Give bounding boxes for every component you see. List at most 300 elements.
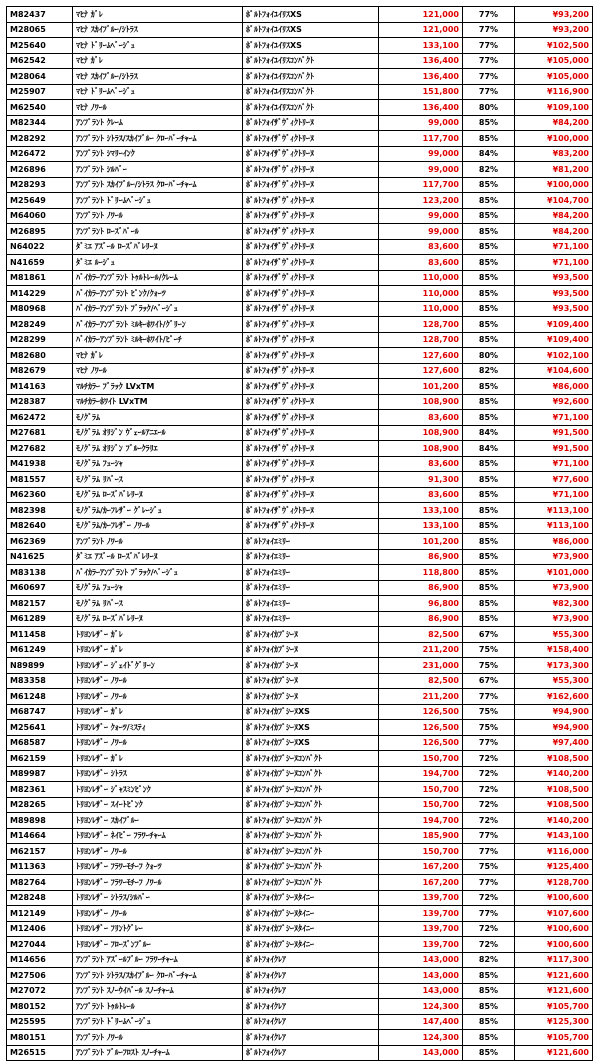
buy-price-cell: ¥108,500 <box>515 751 593 767</box>
product-code-cell: M82344 <box>7 115 73 131</box>
retail-price-cell: 118,800 <box>379 565 463 581</box>
color-name-cell: ﾄﾘﾖﾝﾚｻﾞｰ ﾉﾜｰﾙ <box>73 735 243 751</box>
buy-rate-cell: 85% <box>463 999 515 1015</box>
buy-rate-cell: 85% <box>463 270 515 286</box>
color-name-cell: ﾏﾋﾅ ﾄﾞﾘｰﾑﾍﾞｰｼﾞｭ <box>73 38 243 54</box>
buy-rate-cell: 85% <box>463 332 515 348</box>
buy-rate-cell: 72% <box>463 937 515 953</box>
product-code-cell: M25649 <box>7 193 73 209</box>
table-row <box>7 332 593 348</box>
model-name-cell: ﾎﾟﾙﾄﾌｫｲｸﾚｱ <box>243 952 379 968</box>
color-name-cell: ﾊﾞｲｶﾗｰｱﾝﾌﾟﾗﾝﾄ ﾐﾙｷｰﾎﾜｲﾄ/ﾋﾟｰﾁ <box>73 332 243 348</box>
table-row <box>7 797 593 813</box>
table-row <box>7 7 593 23</box>
buy-price-cell: ¥86,000 <box>515 534 593 550</box>
buy-price-cell: ¥93,500 <box>515 301 593 317</box>
buy-rate-cell: 77% <box>463 22 515 38</box>
table-row <box>7 286 593 302</box>
color-name-cell: ﾀﾞﾐｴ ｱｽﾞｰﾙ ﾛｰｽﾞﾊﾞﾚﾘｰﾇ <box>73 239 243 255</box>
retail-price-cell: 185,900 <box>379 828 463 844</box>
color-name-cell: ﾏﾋﾅ ﾄﾞﾘｰﾑﾍﾞｰｼﾞｭ <box>73 84 243 100</box>
buy-price-cell: ¥116,900 <box>515 84 593 100</box>
product-code-cell: M61249 <box>7 642 73 658</box>
table-row <box>7 968 593 984</box>
product-code-cell: M62472 <box>7 410 73 426</box>
product-code-cell: M80151 <box>7 1030 73 1046</box>
retail-price-cell: 126,500 <box>379 704 463 720</box>
buy-price-cell: ¥113,100 <box>515 518 593 534</box>
product-code-cell: M83138 <box>7 565 73 581</box>
color-name-cell: ｱﾝﾌﾟﾗﾝﾄ ｼﾏﾘｰｲﾝｸ <box>73 146 243 162</box>
product-code-cell: M14229 <box>7 286 73 302</box>
table-row <box>7 224 593 240</box>
model-name-cell: ﾎﾟﾙﾄﾌｫｲｻﾞｳﾞｨｸﾄﾘｰﾇ <box>243 286 379 302</box>
buy-rate-cell: 85% <box>463 317 515 333</box>
retail-price-cell: 211,200 <box>379 689 463 705</box>
model-name-cell: ﾎﾟﾙﾄﾌｫｲｶﾌﾟｼｰﾇ <box>243 658 379 674</box>
product-code-cell: M25907 <box>7 84 73 100</box>
buy-price-cell: ¥104,700 <box>515 193 593 209</box>
color-name-cell: ｱﾝﾌﾟﾗﾝﾄ ｼﾄﾗｽ/ｽｶｲﾌﾞﾙｰ ｸﾛｰﾊﾞｰﾁｬｰﾑ <box>73 131 243 147</box>
buy-price-cell: ¥71,100 <box>515 410 593 426</box>
buy-price-cell: ¥143,100 <box>515 828 593 844</box>
table-row <box>7 627 593 643</box>
color-name-cell: ｱﾝﾌﾟﾗﾝﾄ ﾛｰｽﾞﾊﾟｰﾙ <box>73 224 243 240</box>
product-code-cell: M82679 <box>7 363 73 379</box>
color-name-cell: ﾊﾞｲｶﾗｰｱﾝﾌﾟﾗﾝﾄ ﾐﾙｷｰﾎﾜｲﾄ/ｸﾞﾘｰﾝ <box>73 317 243 333</box>
color-name-cell: ﾊﾞｲｶﾗｰｱﾝﾌﾟﾗﾝﾄ ﾋﾟﾝｸ/ｸｫｰﾂ <box>73 286 243 302</box>
model-name-cell: ﾎﾟﾙﾄﾌｫｲｻﾞｳﾞｨｸﾄﾘｰﾇ <box>243 162 379 178</box>
table-row <box>7 69 593 85</box>
model-name-cell: ﾎﾟﾙﾄﾌｫｲｸﾚｱ <box>243 999 379 1015</box>
retail-price-cell: 139,700 <box>379 921 463 937</box>
model-name-cell: ﾎﾟﾙﾄﾌｫｲｶﾌﾟｼｰﾇｺﾝﾊﾟｸﾄ <box>243 782 379 798</box>
model-name-cell: ﾎﾟﾙﾄﾌｫｲｴﾐﾘｰ <box>243 534 379 550</box>
color-name-cell: ﾄﾘﾖﾝﾚｻﾞｰ ｼﾄﾗｽ <box>73 766 243 782</box>
retail-price-cell: 143,000 <box>379 952 463 968</box>
retail-price-cell: 83,600 <box>379 239 463 255</box>
retail-price-cell: 150,700 <box>379 782 463 798</box>
buy-rate-cell: 82% <box>463 162 515 178</box>
color-name-cell: ﾄﾘﾖﾝﾚｻﾞｰ ﾌﾛｰｽﾞﾝﾌﾞﾙｰ <box>73 937 243 953</box>
buy-price-cell: ¥116,000 <box>515 844 593 860</box>
buy-price-cell: ¥105,000 <box>515 69 593 85</box>
buy-price-cell: ¥121,600 <box>515 983 593 999</box>
color-name-cell: ｱﾝﾌﾟﾗﾝﾄ ｽｶｲﾌﾞﾙｰ/ｼﾄﾗｽ ｸﾛｰﾊﾞｰﾁｬｰﾑ <box>73 177 243 193</box>
product-code-cell: M82361 <box>7 782 73 798</box>
color-name-cell: ﾏﾙﾁｶﾗｰ ﾌﾞﾗｯｸ LVxTM <box>73 379 243 395</box>
buy-price-cell: ¥107,600 <box>515 906 593 922</box>
buy-rate-cell: 84% <box>463 441 515 457</box>
buy-price-cell: ¥108,500 <box>515 782 593 798</box>
model-name-cell: ﾎﾟﾙﾄﾌｫｲｶﾌﾟｼｰﾇｺﾝﾊﾟｸﾄ <box>243 766 379 782</box>
buy-price-cell: ¥105,000 <box>515 53 593 69</box>
buy-rate-cell: 85% <box>463 255 515 271</box>
buy-rate-cell: 77% <box>463 69 515 85</box>
buy-price-cell: ¥71,100 <box>515 239 593 255</box>
table-row <box>7 100 593 116</box>
table-row <box>7 317 593 333</box>
model-name-cell: ﾎﾟﾙﾄﾌｫｲﾕｲﾘｽｺﾝﾊﾟｸﾄ <box>243 100 379 116</box>
retail-price-cell: 99,000 <box>379 208 463 224</box>
color-name-cell: ｱﾝﾌﾟﾗﾝﾄ ｽﾉｰｳｲﾊﾞｰﾙ ｽﾉｰﾁｬｰﾑ <box>73 983 243 999</box>
color-name-cell: ｱﾝﾌﾟﾗﾝﾄ ｼﾙﾊﾞｰ <box>73 162 243 178</box>
buy-price-cell: ¥125,300 <box>515 1014 593 1030</box>
product-code-cell: M62159 <box>7 751 73 767</box>
buy-rate-cell: 67% <box>463 627 515 643</box>
color-name-cell: ﾄﾘﾖﾝﾚｻﾞｰ ﾌﾗﾜｰﾓﾁｰﾌ ﾉﾜｰﾙ <box>73 875 243 891</box>
retail-price-cell: 99,000 <box>379 115 463 131</box>
retail-price-cell: 91,300 <box>379 472 463 488</box>
buy-rate-cell: 72% <box>463 797 515 813</box>
product-code-cell: M28292 <box>7 131 73 147</box>
model-name-cell: ﾎﾟﾙﾄﾌｫｲｻﾞｳﾞｨｸﾄﾘｰﾇ <box>243 379 379 395</box>
model-name-cell: ﾎﾟﾙﾄﾌｫｲｶﾌﾟｼｰﾇｺﾝﾊﾟｸﾄ <box>243 828 379 844</box>
color-name-cell: ﾄﾘﾖﾝﾚｻﾞｰ ｽｲｰﾄﾋﾟﾝｸ <box>73 797 243 813</box>
retail-price-cell: 117,700 <box>379 177 463 193</box>
buy-price-cell: ¥93,200 <box>515 22 593 38</box>
table-row <box>7 208 593 224</box>
buy-price-cell: ¥91,500 <box>515 425 593 441</box>
table-row <box>7 518 593 534</box>
table-row <box>7 859 593 875</box>
price-table-body <box>7 7 593 1061</box>
model-name-cell: ﾎﾟﾙﾄﾌｫｲｶﾌﾟｼｰﾇXS <box>243 704 379 720</box>
buy-price-cell: ¥140,200 <box>515 766 593 782</box>
model-name-cell: ﾎﾟﾙﾄﾌｫｲｻﾞｳﾞｨｸﾄﾘｰﾇ <box>243 131 379 147</box>
table-row <box>7 751 593 767</box>
product-code-cell: M14664 <box>7 828 73 844</box>
buy-price-cell: ¥83,200 <box>515 146 593 162</box>
product-code-cell: M89898 <box>7 813 73 829</box>
buy-rate-cell: 75% <box>463 859 515 875</box>
buy-price-cell: ¥55,300 <box>515 627 593 643</box>
product-code-cell: M25641 <box>7 720 73 736</box>
retail-price-cell: 133,100 <box>379 503 463 519</box>
model-name-cell: ﾎﾟﾙﾄﾌｫｲｻﾞｳﾞｨｸﾄﾘｰﾇ <box>243 270 379 286</box>
retail-price-cell: 110,000 <box>379 301 463 317</box>
product-code-cell: M62369 <box>7 534 73 550</box>
retail-price-cell: 121,000 <box>379 7 463 23</box>
model-name-cell: ﾎﾟﾙﾄﾌｫｲｶﾌﾟｼｰﾇｺﾝﾊﾟｸﾄ <box>243 875 379 891</box>
buy-rate-cell: 77% <box>463 7 515 23</box>
buy-price-cell: ¥92,600 <box>515 394 593 410</box>
product-code-cell: M82398 <box>7 503 73 519</box>
color-name-cell: ﾊﾞｲｶﾗｰｱﾝﾌﾟﾗﾝﾄ ﾌﾞﾗｯｸ/ﾍﾞｰｼﾞｭ <box>73 565 243 581</box>
table-row <box>7 534 593 550</box>
color-name-cell: ﾄﾘﾖﾝﾚｻﾞｰ ﾈｲﾋﾞｰ ﾌﾗﾜｰﾁｬｰﾑ <box>73 828 243 844</box>
buy-rate-cell: 85% <box>463 503 515 519</box>
buy-price-cell: ¥73,900 <box>515 580 593 596</box>
color-name-cell: ﾄﾘﾖﾝﾚｻﾞｰ ﾌﾗﾜｰﾓﾁｰﾌ ｸｫｰﾂ <box>73 859 243 875</box>
buy-price-cell: ¥128,700 <box>515 875 593 891</box>
retail-price-cell: 194,700 <box>379 813 463 829</box>
model-name-cell: ﾎﾟﾙﾄﾌｫｲｻﾞｳﾞｨｸﾄﾘｰﾇ <box>243 177 379 193</box>
product-code-cell: M61289 <box>7 611 73 627</box>
retail-price-cell: 86,900 <box>379 611 463 627</box>
table-row <box>7 255 593 271</box>
model-name-cell: ﾎﾟﾙﾄﾌｫｲｶﾌﾟｼｰﾇ <box>243 627 379 643</box>
table-row <box>7 720 593 736</box>
product-code-cell: M26896 <box>7 162 73 178</box>
product-code-cell: M82640 <box>7 518 73 534</box>
table-row <box>7 704 593 720</box>
model-name-cell: ﾎﾟﾙﾄﾌｫｲﾕｲﾘｽｺﾝﾊﾟｸﾄ <box>243 53 379 69</box>
retail-price-cell: 136,400 <box>379 100 463 116</box>
table-row <box>7 844 593 860</box>
retail-price-cell: 123,200 <box>379 193 463 209</box>
buy-price-cell: ¥71,100 <box>515 456 593 472</box>
buy-price-cell: ¥162,600 <box>515 689 593 705</box>
buy-price-cell: ¥102,500 <box>515 38 593 54</box>
color-name-cell: ﾓﾉｸﾞﾗﾑ ﾌｭｰｼｬ <box>73 456 243 472</box>
model-name-cell: ﾎﾟﾙﾄﾌｫｲﾕｲﾘｽｺﾝﾊﾟｸﾄ <box>243 69 379 85</box>
table-row <box>7 875 593 891</box>
buy-rate-cell: 75% <box>463 720 515 736</box>
retail-price-cell: 86,900 <box>379 549 463 565</box>
price-table <box>6 6 593 1061</box>
buy-rate-cell: 84% <box>463 146 515 162</box>
table-row <box>7 363 593 379</box>
product-code-cell: N41659 <box>7 255 73 271</box>
color-name-cell: ﾏﾙﾁｶﾗｰﾎﾜｲﾄ LVxTM <box>73 394 243 410</box>
table-row <box>7 952 593 968</box>
buy-price-cell: ¥158,400 <box>515 642 593 658</box>
retail-price-cell: 110,000 <box>379 270 463 286</box>
buy-rate-cell: 85% <box>463 394 515 410</box>
buy-price-cell: ¥108,500 <box>515 797 593 813</box>
table-row <box>7 456 593 472</box>
color-name-cell: ﾓﾉｸﾞﾗﾑ ﾛｰｽﾞﾊﾞﾚﾘｰﾇ <box>73 487 243 503</box>
model-name-cell: ﾎﾟﾙﾄﾌｫｲｻﾞｳﾞｨｸﾄﾘｰﾇ <box>243 425 379 441</box>
buy-rate-cell: 85% <box>463 456 515 472</box>
table-row <box>7 425 593 441</box>
retail-price-cell: 231,000 <box>379 658 463 674</box>
table-row <box>7 999 593 1015</box>
buy-rate-cell: 85% <box>463 565 515 581</box>
buy-rate-cell: 85% <box>463 379 515 395</box>
buy-rate-cell: 77% <box>463 735 515 751</box>
buy-rate-cell: 85% <box>463 131 515 147</box>
buy-rate-cell: 80% <box>463 348 515 364</box>
model-name-cell: ﾎﾟﾙﾄﾌｫｲｻﾞｳﾞｨｸﾄﾘｰﾇ <box>243 239 379 255</box>
model-name-cell: ﾎﾟﾙﾄﾌｫｲｻﾞｳﾞｨｸﾄﾘｰﾇ <box>243 301 379 317</box>
buy-rate-cell: 75% <box>463 642 515 658</box>
buy-price-cell: ¥81,200 <box>515 162 593 178</box>
color-name-cell: ﾀﾞﾐｴ ｱｽﾞｰﾙ ﾛｰｽﾞﾊﾞﾚﾘｰﾇ <box>73 549 243 565</box>
model-name-cell: ﾎﾟﾙﾄﾌｫｲｶﾌﾟｼｰﾇｺﾝﾊﾟｸﾄ <box>243 844 379 860</box>
model-name-cell: ﾎﾟﾙﾄﾌｫｲｻﾞｳﾞｨｸﾄﾘｰﾇ <box>243 518 379 534</box>
product-code-cell: N89899 <box>7 658 73 674</box>
table-row <box>7 38 593 54</box>
buy-rate-cell: 77% <box>463 53 515 69</box>
color-name-cell: ﾊﾞｲｶﾗｰｱﾝﾌﾟﾗﾝﾄ ﾌﾞﾗｯｸ/ﾍﾞｰｼﾞｭ <box>73 301 243 317</box>
buy-rate-cell: 85% <box>463 1030 515 1046</box>
color-name-cell: ﾏﾋﾅ ﾉﾜｰﾙ <box>73 100 243 116</box>
buy-price-cell: ¥109,400 <box>515 332 593 348</box>
retail-price-cell: 211,200 <box>379 642 463 658</box>
product-code-cell: M28248 <box>7 890 73 906</box>
buy-price-cell: ¥100,000 <box>515 131 593 147</box>
retail-price-cell: 133,100 <box>379 38 463 54</box>
color-name-cell: ﾓﾉｸﾞﾗﾑ/ｶｰﾌﾚｻﾞｰ ｸﾞﾚｰｼﾞｭ <box>73 503 243 519</box>
model-name-cell: ﾎﾟﾙﾄﾌｫｲｻﾞｳﾞｨｸﾄﾘｰﾇ <box>243 193 379 209</box>
retail-price-cell: 139,700 <box>379 937 463 953</box>
product-code-cell: M80152 <box>7 999 73 1015</box>
color-name-cell: ﾄﾘﾖﾝﾚｻﾞｰ ｼﾞｬｽﾐﾝﾋﾟﾝｸ <box>73 782 243 798</box>
color-name-cell: ﾓﾉｸﾞﾗﾑ <box>73 410 243 426</box>
retail-price-cell: 167,200 <box>379 859 463 875</box>
table-row <box>7 890 593 906</box>
buy-rate-cell: 85% <box>463 224 515 240</box>
buy-price-cell: ¥101,000 <box>515 565 593 581</box>
table-row <box>7 983 593 999</box>
model-name-cell: ﾎﾟﾙﾄﾌｫｲｸﾚｱ <box>243 968 379 984</box>
buy-rate-cell: 77% <box>463 689 515 705</box>
buy-price-cell: ¥105,700 <box>515 1030 593 1046</box>
model-name-cell: ﾎﾟﾙﾄﾌｫｲﾕｲﾘｽXS <box>243 7 379 23</box>
buy-rate-cell: 85% <box>463 410 515 426</box>
retail-price-cell: 108,900 <box>379 441 463 457</box>
product-code-cell: M89987 <box>7 766 73 782</box>
buy-price-cell: ¥71,100 <box>515 255 593 271</box>
color-name-cell: ﾏﾋﾅ ｽｶｲﾌﾞﾙｰ/ｼﾄﾗｽ <box>73 69 243 85</box>
product-code-cell: M12406 <box>7 921 73 937</box>
retail-price-cell: 96,800 <box>379 596 463 612</box>
buy-price-cell: ¥84,200 <box>515 115 593 131</box>
buy-price-cell: ¥93,500 <box>515 286 593 302</box>
model-name-cell: ﾎﾟﾙﾄﾌｫｲｸﾚｱ <box>243 983 379 999</box>
table-row <box>7 22 593 38</box>
product-code-cell: M26472 <box>7 146 73 162</box>
buy-rate-cell: 85% <box>463 580 515 596</box>
buy-price-cell: ¥100,600 <box>515 921 593 937</box>
color-name-cell: ｱﾝﾌﾟﾗﾝﾄ ﾉﾜｰﾙ <box>73 208 243 224</box>
table-row <box>7 611 593 627</box>
retail-price-cell: 128,700 <box>379 332 463 348</box>
buy-price-cell: ¥86,000 <box>515 379 593 395</box>
retail-price-cell: 82,500 <box>379 673 463 689</box>
buy-rate-cell: 77% <box>463 906 515 922</box>
buy-rate-cell: 85% <box>463 472 515 488</box>
retail-price-cell: 117,700 <box>379 131 463 147</box>
product-code-cell: M28064 <box>7 69 73 85</box>
retail-price-cell: 108,900 <box>379 425 463 441</box>
retail-price-cell: 83,600 <box>379 456 463 472</box>
table-row <box>7 379 593 395</box>
color-name-cell: ｱﾝﾌﾟﾗﾝﾄ ﾉﾜｰﾙ <box>73 534 243 550</box>
buy-rate-cell: 75% <box>463 658 515 674</box>
buy-price-cell: ¥173,300 <box>515 658 593 674</box>
retail-price-cell: 83,600 <box>379 255 463 271</box>
buy-rate-cell: 77% <box>463 875 515 891</box>
model-name-cell: ﾎﾟﾙﾄﾌｫｲｶﾌﾟｼｰﾇ <box>243 689 379 705</box>
retail-price-cell: 99,000 <box>379 146 463 162</box>
table-row <box>7 565 593 581</box>
product-code-cell: M82157 <box>7 596 73 612</box>
buy-rate-cell: 85% <box>463 596 515 612</box>
color-name-cell: ﾄﾘﾖﾝﾚｻﾞｰ ｶﾞﾚ <box>73 642 243 658</box>
buy-rate-cell: 85% <box>463 983 515 999</box>
product-code-cell: M27044 <box>7 937 73 953</box>
product-code-cell: M62542 <box>7 53 73 69</box>
color-name-cell: ﾄﾘﾖﾝﾚｻﾞｰ ｼﾞｪｲﾄﾞｸﾞﾘｰﾝ <box>73 658 243 674</box>
product-code-cell: M82437 <box>7 7 73 23</box>
product-code-cell: M11458 <box>7 627 73 643</box>
buy-price-cell: ¥94,900 <box>515 720 593 736</box>
model-name-cell: ﾎﾟﾙﾄﾌｫｲｻﾞｳﾞｨｸﾄﾘｰﾇ <box>243 332 379 348</box>
product-code-cell: N41625 <box>7 549 73 565</box>
model-name-cell: ﾎﾟﾙﾄﾌｫｲｶﾌﾟｼｰﾇXS <box>243 720 379 736</box>
retail-price-cell: 143,000 <box>379 968 463 984</box>
product-code-cell: M62157 <box>7 844 73 860</box>
retail-price-cell: 167,200 <box>379 875 463 891</box>
color-name-cell: ﾓﾉｸﾞﾗﾑ/ｶｰﾌﾚｻﾞｰ ﾉﾜｰﾙ <box>73 518 243 534</box>
retail-price-cell: 139,700 <box>379 906 463 922</box>
model-name-cell: ﾎﾟﾙﾄﾌｫｲｶﾌﾟｼｰﾇﾀｲﾆｰ <box>243 937 379 953</box>
table-row <box>7 301 593 317</box>
buy-price-cell: ¥109,100 <box>515 100 593 116</box>
retail-price-cell: 136,400 <box>379 69 463 85</box>
table-row <box>7 487 593 503</box>
color-name-cell: ﾄﾘﾖﾝﾚｻﾞｰ ｸｫｰﾂ/ﾐｽﾃｨ <box>73 720 243 736</box>
table-row <box>7 84 593 100</box>
product-code-cell: M28265 <box>7 797 73 813</box>
retail-price-cell: 124,300 <box>379 999 463 1015</box>
retail-price-cell: 151,800 <box>379 84 463 100</box>
color-name-cell: ﾊﾞｲｶﾗｰｱﾝﾌﾟﾗﾝﾄ ﾄｩﾙﾄﾚｰﾙ/ｸﾚｰﾑ <box>73 270 243 286</box>
buy-price-cell: ¥105,700 <box>515 999 593 1015</box>
model-name-cell: ﾎﾟﾙﾄﾌｫｲｶﾌﾟｼｰﾇｺﾝﾊﾟｸﾄ <box>243 859 379 875</box>
product-code-cell: M27072 <box>7 983 73 999</box>
product-code-cell: M28293 <box>7 177 73 193</box>
product-code-cell: N64022 <box>7 239 73 255</box>
buy-rate-cell: 77% <box>463 38 515 54</box>
product-code-cell: M64060 <box>7 208 73 224</box>
table-row <box>7 658 593 674</box>
color-name-cell: ﾄﾘﾖﾝﾚｻﾞｰ ﾉﾜｰﾙ <box>73 673 243 689</box>
buy-price-cell: ¥55,300 <box>515 673 593 689</box>
buy-rate-cell: 80% <box>463 100 515 116</box>
table-row <box>7 735 593 751</box>
table-row <box>7 673 593 689</box>
table-row <box>7 549 593 565</box>
color-name-cell: ﾏﾋﾅ ｽｶｲﾌﾞﾙｰ/ｼﾄﾗｽ <box>73 22 243 38</box>
table-row <box>7 193 593 209</box>
model-name-cell: ﾎﾟﾙﾄﾌｫｲｴﾐﾘｰ <box>243 549 379 565</box>
buy-price-cell: ¥93,200 <box>515 7 593 23</box>
buy-rate-cell: 82% <box>463 363 515 379</box>
retail-price-cell: 147,400 <box>379 1014 463 1030</box>
buy-price-cell: ¥84,200 <box>515 208 593 224</box>
buy-price-cell: ¥121,600 <box>515 1045 593 1061</box>
retail-price-cell: 108,900 <box>379 394 463 410</box>
table-row <box>7 162 593 178</box>
retail-price-cell: 83,600 <box>379 487 463 503</box>
model-name-cell: ﾎﾟﾙﾄﾌｫｲﾕｲﾘｽXS <box>243 22 379 38</box>
product-code-cell: M81557 <box>7 472 73 488</box>
product-code-cell: M27681 <box>7 425 73 441</box>
table-row <box>7 596 593 612</box>
product-code-cell: M80968 <box>7 301 73 317</box>
table-row <box>7 270 593 286</box>
buy-rate-cell: 84% <box>463 425 515 441</box>
model-name-cell: ﾎﾟﾙﾄﾌｫｲｶﾌﾟｼｰﾇXS <box>243 735 379 751</box>
product-code-cell: M25595 <box>7 1014 73 1030</box>
product-code-cell: M81861 <box>7 270 73 286</box>
table-row <box>7 115 593 131</box>
retail-price-cell: 136,400 <box>379 53 463 69</box>
